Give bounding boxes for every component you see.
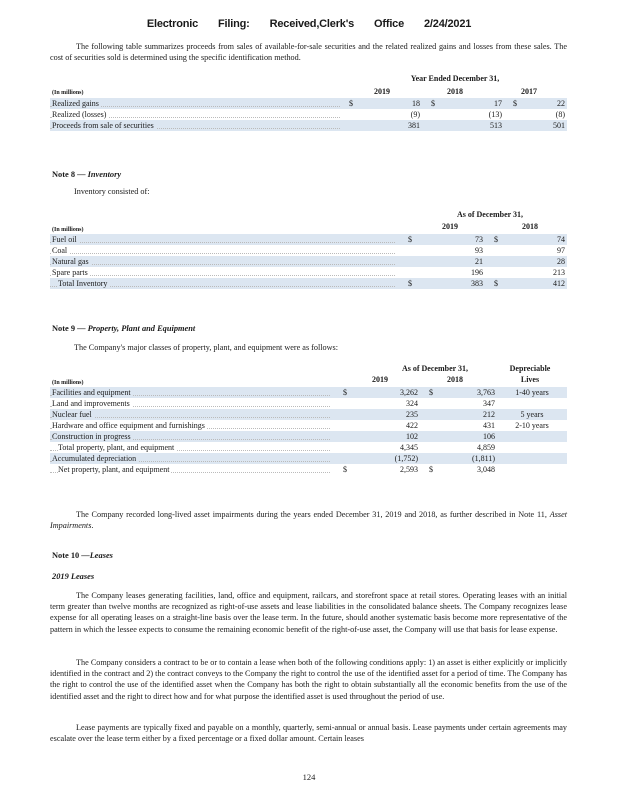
currency-symbol [422, 120, 444, 131]
cell-value: 18 [362, 98, 422, 109]
cell-value: (8) [555, 110, 565, 119]
note-9-heading [52, 324, 195, 333]
sales-intro-paragraph: The following table summarizes proceeds from sales of available-for-sale securities and the related realized gains and losses from these sales. The cost of securities sold is determined using the specific identification method. [50, 42, 567, 63]
table-row [50, 120, 567, 131]
ppe-year-header: 2019 [372, 375, 388, 384]
currency-symbol [485, 267, 507, 278]
currency-symbol [420, 453, 442, 464]
currency-symbol: $ [343, 465, 347, 474]
currency-symbol [422, 109, 444, 120]
stamp-text: Received,Clerk's [269, 18, 355, 30]
currency-symbol [395, 267, 425, 278]
depreciable-life [497, 453, 567, 464]
cell-value: 93 [475, 246, 483, 255]
inventory-units-label: (In millions) [52, 227, 84, 233]
row-label: Hardware and office equipment and furnishings [52, 421, 205, 430]
currency-symbol [330, 409, 360, 420]
note-title: Inventory [87, 170, 122, 179]
note-title: Property, Plant and Equipment [87, 324, 196, 333]
cell-value: 422 [406, 421, 418, 430]
row-label: Proceeds from sale of securities [52, 121, 154, 130]
ppe-year-header: 2018 [447, 375, 463, 384]
stamp-date: 2/24/2021 [424, 18, 472, 30]
sales-period-header: Year Ended December 31, [410, 74, 500, 83]
leases-paragraph-1: The Company leases generating facilities, land, office and equipment, railcars, and storefront space at retail stores. Operating leases with an initial term greater than twelve months are recognized as right-of-use assets and lease liabilities in the consolidated balance sheets. The Company recognizes lease expense for all operating leases on a straight-line basis over the lease term. In the future, should another systematic basis become more representative of the pattern in which the lessee expects to consume the remaining economic benefit of the right-of-use asset, the Company will use that basis for lease expense. [50, 591, 567, 634]
sales-units-label: (In millions) [52, 90, 84, 96]
currency-symbol [420, 409, 442, 420]
currency-symbol: $ [330, 387, 360, 398]
cell-value: 381 [362, 120, 422, 131]
currency-symbol [504, 120, 526, 131]
cell-value: 21 [425, 256, 485, 267]
table-row [50, 420, 567, 431]
depreciable-life: 2-10 years [515, 421, 549, 430]
impairment-paragraph [50, 509, 567, 531]
row-label: Total property, plant, and equipment [58, 443, 175, 452]
table-row [50, 267, 567, 278]
ppe-lives-header: Depreciable [509, 364, 551, 373]
currency-symbol [395, 245, 425, 256]
stamp-text: Electronic [146, 18, 199, 30]
cell-value: (1,811) [442, 453, 497, 464]
table-row [50, 98, 567, 109]
inventory-table [50, 234, 567, 289]
row-label: Net property, plant, and equipment [58, 465, 170, 474]
row-label: Nuclear fuel [52, 410, 92, 419]
currency-symbol: $ [485, 278, 507, 289]
filing-stamp [0, 18, 618, 30]
sales-year-header: 2019 [374, 87, 390, 96]
note-8-intro: Inventory consisted of: [74, 187, 150, 196]
currency-symbol: $ [422, 98, 444, 109]
cell-value: 102 [360, 431, 420, 442]
note-8-heading [52, 170, 121, 179]
table-row-subtotal [50, 442, 567, 453]
cell-value: 97 [557, 246, 565, 255]
cell-value: 3,763 [442, 387, 497, 398]
cell-value: 383 [425, 278, 485, 289]
ppe-units-label: (In millions) [52, 380, 84, 386]
cell-value: 74 [507, 234, 567, 245]
currency-symbol [420, 420, 442, 431]
cell-value: 17 [444, 98, 504, 109]
page-number: 124 [302, 772, 316, 782]
cell-value: 212 [442, 409, 497, 420]
leases-subheading: 2019 Leases [52, 572, 95, 581]
depreciable-life: 5 years [497, 409, 567, 420]
leases-paragraph-3: Lease payments are typically fixed and payable on a monthly, quarterly, semi-annual or annual basis. Lease payments under certain agreements may escalate over the lease term either by a fixed percentage or a fixed dollar amount. Certain leases [50, 723, 567, 744]
depreciable-life [497, 431, 567, 442]
table-row-total [50, 278, 567, 289]
currency-symbol: $ [429, 465, 433, 474]
note-title: Leases [89, 551, 113, 560]
depreciable-life [497, 442, 567, 453]
row-label: Fuel oil [52, 235, 77, 244]
table-row [50, 398, 567, 409]
table-row [50, 256, 567, 267]
currency-symbol [330, 453, 360, 464]
currency-symbol [340, 120, 362, 131]
row-label: Coal [52, 246, 68, 255]
table-row [50, 431, 567, 442]
ppe-table [50, 387, 567, 475]
cell-value: 22 [526, 98, 567, 109]
currency-symbol [485, 245, 507, 256]
cell-value: (1,752) [360, 453, 420, 464]
currency-symbol: $ [504, 98, 526, 109]
cell-value: 3,048 [477, 465, 495, 474]
currency-symbol [330, 398, 360, 409]
table-row [50, 245, 567, 256]
sales-year-header: 2017 [521, 87, 537, 96]
depreciable-life [497, 464, 567, 475]
row-label: Accumulated depreciation [52, 454, 137, 463]
currency-symbol [485, 256, 507, 267]
cell-value: (13) [488, 110, 502, 119]
cell-value: 347 [483, 399, 495, 408]
currency-symbol [395, 256, 425, 267]
table-row [50, 409, 567, 420]
note-number: Note 8 — [52, 170, 88, 179]
cell-value: 324 [406, 399, 418, 408]
note-10-heading [52, 551, 113, 560]
cell-value: (9) [410, 110, 420, 119]
currency-symbol [330, 442, 360, 453]
inventory-year-header: 2019 [442, 222, 458, 231]
row-label: Total Inventory [58, 279, 108, 288]
currency-symbol: $ [395, 278, 425, 289]
note-number: Note 10 — [52, 551, 90, 560]
cell-value: 2,593 [400, 465, 418, 474]
row-label: Spare parts [52, 268, 88, 277]
sales-year-header: 2018 [447, 87, 463, 96]
currency-symbol [340, 109, 362, 120]
sales-table [50, 98, 567, 131]
row-label: Realized (losses) [52, 110, 107, 119]
cell-value: 235 [360, 409, 420, 420]
paragraph-text: The Company recorded long-lived asset impairments during the years ended December 31, 2019 and 2018, as further described in Note 11, [76, 510, 550, 519]
table-row [50, 234, 567, 245]
row-label: Construction in progress [52, 432, 131, 441]
inventory-period-header: As of December 31, [456, 210, 524, 219]
cell-value: 412 [507, 278, 567, 289]
currency-symbol: $ [485, 234, 507, 245]
table-row [50, 387, 567, 398]
cell-value: 513 [444, 120, 504, 131]
cell-value: 431 [483, 421, 495, 430]
table-row [50, 109, 567, 120]
depreciable-life [497, 398, 567, 409]
cell-value: 4,345 [400, 443, 418, 452]
cell-value: 28 [507, 256, 567, 267]
currency-symbol [420, 398, 442, 409]
currency-symbol [330, 431, 360, 442]
paragraph-text: . [91, 521, 94, 531]
leases-paragraph-2: The Company considers a contract to be or to contain a lease when both of the following conditions apply: 1) an asset is either explicitly or implicitly identified in the contract and 2) the contract conveys to the Company the right to control the use of the identified asset for a period of time. The Company has the right to control the use of the identified asset when the Company has both the right to obtain substantially all the economic benefits from the use of the identified asset and the right to direct how and for what purpose the identified asset is used throughout the period of use. [50, 658, 567, 701]
currency-symbol: $ [395, 234, 425, 245]
currency-symbol: $ [340, 98, 362, 109]
cell-value: 196 [471, 268, 483, 277]
ppe-lives-header: Lives [520, 375, 540, 384]
currency-symbol: $ [420, 387, 442, 398]
currency-symbol [504, 109, 526, 120]
note-reference: Asset Impairments [50, 510, 567, 531]
row-label: Realized gains [52, 99, 99, 108]
row-label: Facilities and equipment [52, 388, 131, 397]
table-row [50, 453, 567, 464]
cell-value: 3,262 [360, 387, 420, 398]
ppe-period-header: As of December 31, [401, 364, 469, 373]
cell-value: 213 [553, 268, 565, 277]
row-label: Natural gas [52, 257, 89, 266]
cell-value: 4,859 [477, 443, 495, 452]
currency-symbol [420, 431, 442, 442]
stamp-text: Office [374, 18, 405, 30]
row-label: Land and improvements [52, 399, 130, 408]
note-9-intro: The Company's major classes of property, plant, and equipment were as follows: [74, 343, 339, 352]
cell-value: 106 [442, 431, 497, 442]
stamp-text: Filing: [218, 18, 250, 30]
table-row-total [50, 464, 567, 475]
currency-symbol [420, 442, 442, 453]
note-number: Note 9 — [52, 324, 88, 333]
cell-value: 501 [526, 120, 567, 131]
currency-symbol [330, 420, 360, 431]
inventory-year-header: 2018 [522, 222, 538, 231]
cell-value: 73 [425, 234, 485, 245]
depreciable-life: 1-40 years [497, 387, 567, 398]
